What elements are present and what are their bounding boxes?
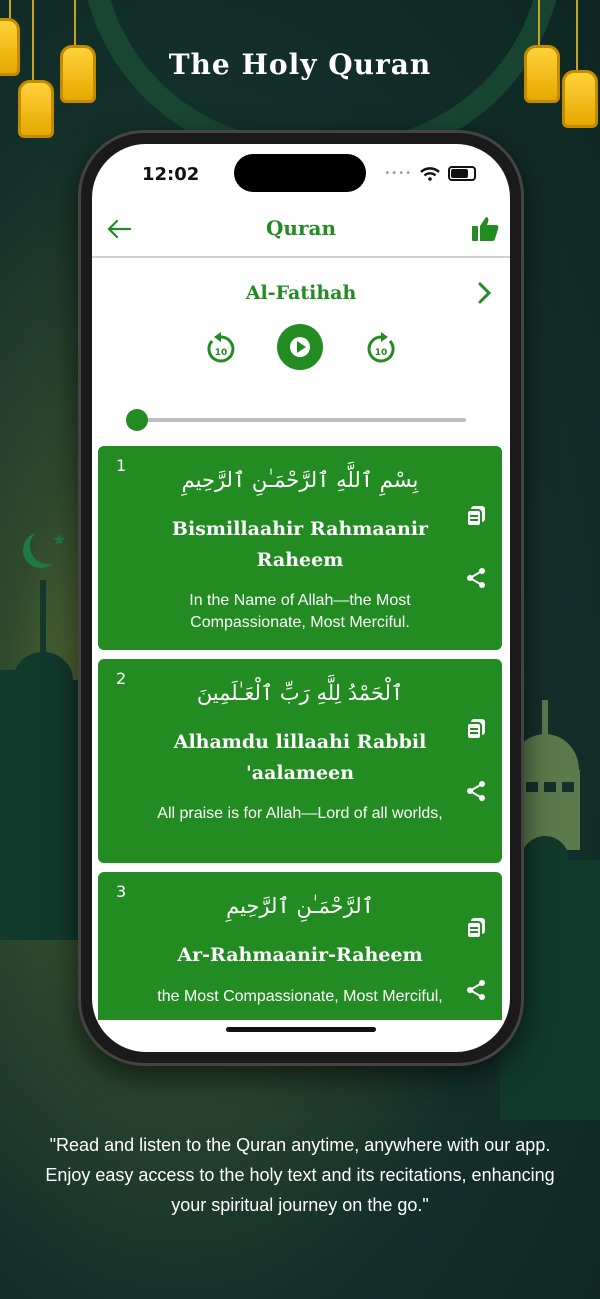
verse-list[interactable] <box>92 446 510 1020</box>
player-controls <box>92 324 510 374</box>
verse-card <box>98 872 502 1020</box>
verse-arabic: ٱلْحَمْدُ لِلَّهِ رَبِّ ٱلْعَـٰلَمِينَ <box>196 681 404 705</box>
verse-translation: All praise is for Allah—Lord of all worlds, <box>157 805 443 822</box>
app-header <box>92 206 510 258</box>
verse-arabic: بِسْمِ ٱللَّهِ ٱلرَّحْمَـٰنِ ٱلرَّحِيمِ <box>181 468 419 492</box>
rewind-label: 10 <box>214 348 228 358</box>
surah-name: Al-Fatihah <box>245 282 357 304</box>
forward-10-button[interactable] <box>364 332 398 366</box>
copy-icon[interactable] <box>464 504 488 528</box>
signal-dots-icon: •••• <box>384 168 412 179</box>
copy-icon[interactable] <box>464 717 488 741</box>
verse-number: 2 <box>116 669 127 688</box>
rewind-10-button[interactable] <box>204 332 238 366</box>
progress-slider[interactable] <box>132 418 466 422</box>
share-icon[interactable] <box>464 566 488 590</box>
thumbs-up-icon[interactable] <box>470 214 500 244</box>
verse-transliteration: Ar-Rahmaanir-Raheem <box>177 944 423 966</box>
play-button[interactable] <box>277 324 323 370</box>
forward-label: 10 <box>374 348 388 358</box>
phone-frame <box>78 130 524 1066</box>
status-bar <box>92 144 510 206</box>
battery-icon <box>448 166 476 181</box>
play-icon <box>277 324 323 370</box>
verse-arabic: ٱلرَّحْمَـٰنِ ٱلرَّحِيمِ <box>226 894 374 918</box>
wifi-icon <box>420 167 440 181</box>
verse-card <box>98 446 502 650</box>
chevron-right-icon[interactable] <box>470 278 500 308</box>
promo-description: "Read and listen to the Quran anytime, anywhere with our app. Enjoy easy access to the holy text and its recitations, enhancing your spiritual journey on the go." <box>45 1135 555 1215</box>
copy-icon[interactable] <box>464 916 488 940</box>
verse-number: 1 <box>116 456 127 475</box>
audio-player <box>92 258 510 438</box>
verse-number: 3 <box>116 882 127 901</box>
share-icon[interactable] <box>464 978 488 1002</box>
promo-title: The Holy Quran <box>168 48 432 81</box>
dynamic-island <box>234 154 366 192</box>
verse-translation: In the Name of Allah—the Most Compassionate, Most Merciful. <box>189 592 411 631</box>
home-indicator[interactable] <box>226 1027 376 1032</box>
verse-card <box>98 659 502 863</box>
verse-translation: the Most Compassionate, Most Merciful, <box>157 988 443 1005</box>
progress-knob[interactable] <box>126 409 148 431</box>
status-time: 12:02 <box>142 164 200 185</box>
status-icons <box>384 166 476 181</box>
verse-transliteration: Bismillaahir Rahmaanir Raheem <box>171 518 429 571</box>
app-screen <box>92 144 510 1052</box>
verse-transliteration: Alhamdu lillaahi Rabbil 'aalameen <box>173 731 427 784</box>
star-icon: ★ <box>52 530 67 549</box>
page-title: Quran <box>266 216 336 240</box>
share-icon[interactable] <box>464 779 488 803</box>
